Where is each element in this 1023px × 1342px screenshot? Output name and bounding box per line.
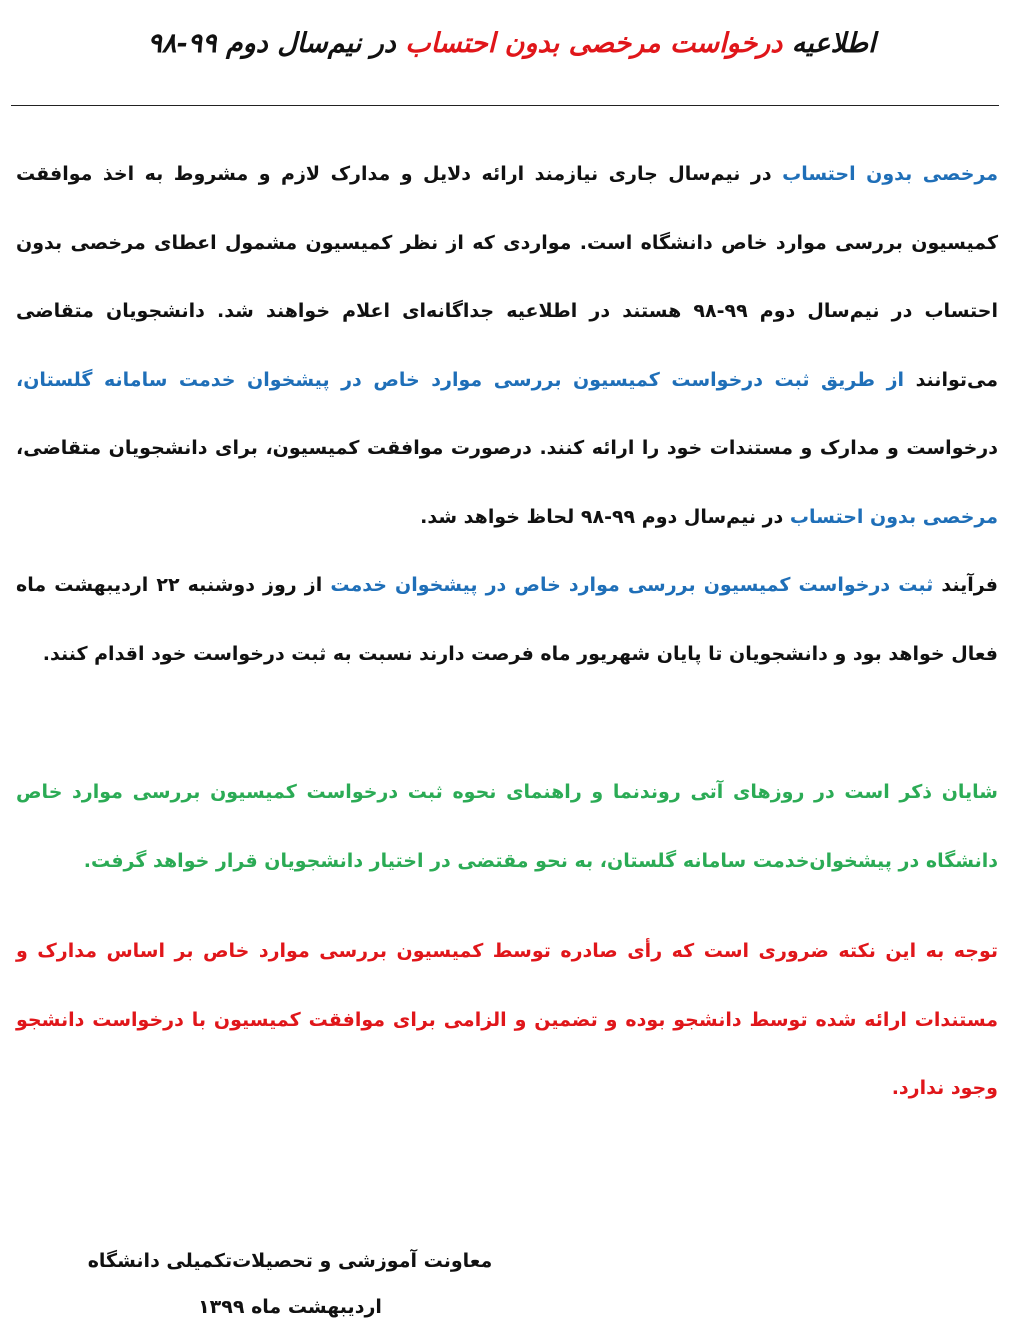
paragraph-leave-rules [16, 140, 998, 551]
signature-office: معاونت آموزشی و تحصیلات‌تکمیلی دانشگاه [87, 1250, 493, 1272]
highlight-leave-term: مرخصی بدون احتساب [782, 163, 998, 185]
title-prefix: اطلاعیه [782, 28, 876, 59]
highlight-request-path: از طریق ثبت درخواست کمیسیون بررسی موارد خاص در پیشخوان خدمت سامانه گلستان، [16, 368, 905, 391]
title-suffix: در نیم‌سال دوم ۹۹-۹۸ [147, 28, 406, 59]
paragraph-guide-note: شایان ذکر است در روزهای آتی روندنما و راهنمای نحوه ثبت درخواست کمیسیون بررسی موارد خاص دانشگاه در پیشخوان‌خدمت سامانه گلستان، به نحو مقتضی در اختیار دانشجویان قرار خواهد گرفت. [16, 781, 998, 872]
paragraph-warning: توجه به این نکته ضروری است که رأی صادره توسط کمیسیون بررسی موارد خاص بر اساس مدارک و مستندات ارائه شده توسط دانشجو بوده و تضمین و الزامی برای موافقت کمیسیون با درخواست دانشجو وجود ندارد. [16, 940, 998, 1099]
signature-date: اردیبهشت ماه ۱۳۹۹ [198, 1296, 382, 1318]
paragraph-text: فرآیند [933, 574, 998, 596]
page-title [0, 22, 1023, 66]
paragraph-text: از روز دوشنبه ۲۲ اردیبهشت ماه فعال خواهد بود و دانشجویان تا پایان شهریور ماه فرصت دارند نسبت به ثبت درخواست خود اقدام کنند. [16, 574, 998, 665]
paragraph-process-dates [16, 551, 998, 688]
highlight-request-service: ثبت درخواست کمیسیون بررسی موارد خاص در پیشخوان خدمت [330, 574, 934, 596]
highlight-leave-term: مرخصی بدون احتساب [789, 505, 998, 528]
paragraph-text: درخواست و مدارک و مستندات خود را ارائه کنند. درصورت موافقت کمیسیون، برای دانشجویان متقاضی، [16, 437, 998, 459]
title-divider [11, 105, 999, 106]
paragraph-text: در نیم‌سال جاری نیازمند ارائه دلایل و مدارک لازم و مشروط به اخذ موافقت کمیسیون بررسی موارد خاص دانشگاه است. مواردی که از نظر کمیسیون مشمول اعطای مرخصی بدون احتساب در نیم‌سال دوم ۹۹-۹۸ هستند در اطلاعیه جداگانه‌ای اعلام خواهند شد. دانشجویان متقاضی می‌توانند [16, 163, 998, 391]
title-highlight: درخواست مرخصی بدون احتساب [405, 28, 783, 59]
paragraph-text: در نیم‌سال دوم ۹۹-۹۸ لحاظ خواهد شد. [420, 505, 790, 528]
